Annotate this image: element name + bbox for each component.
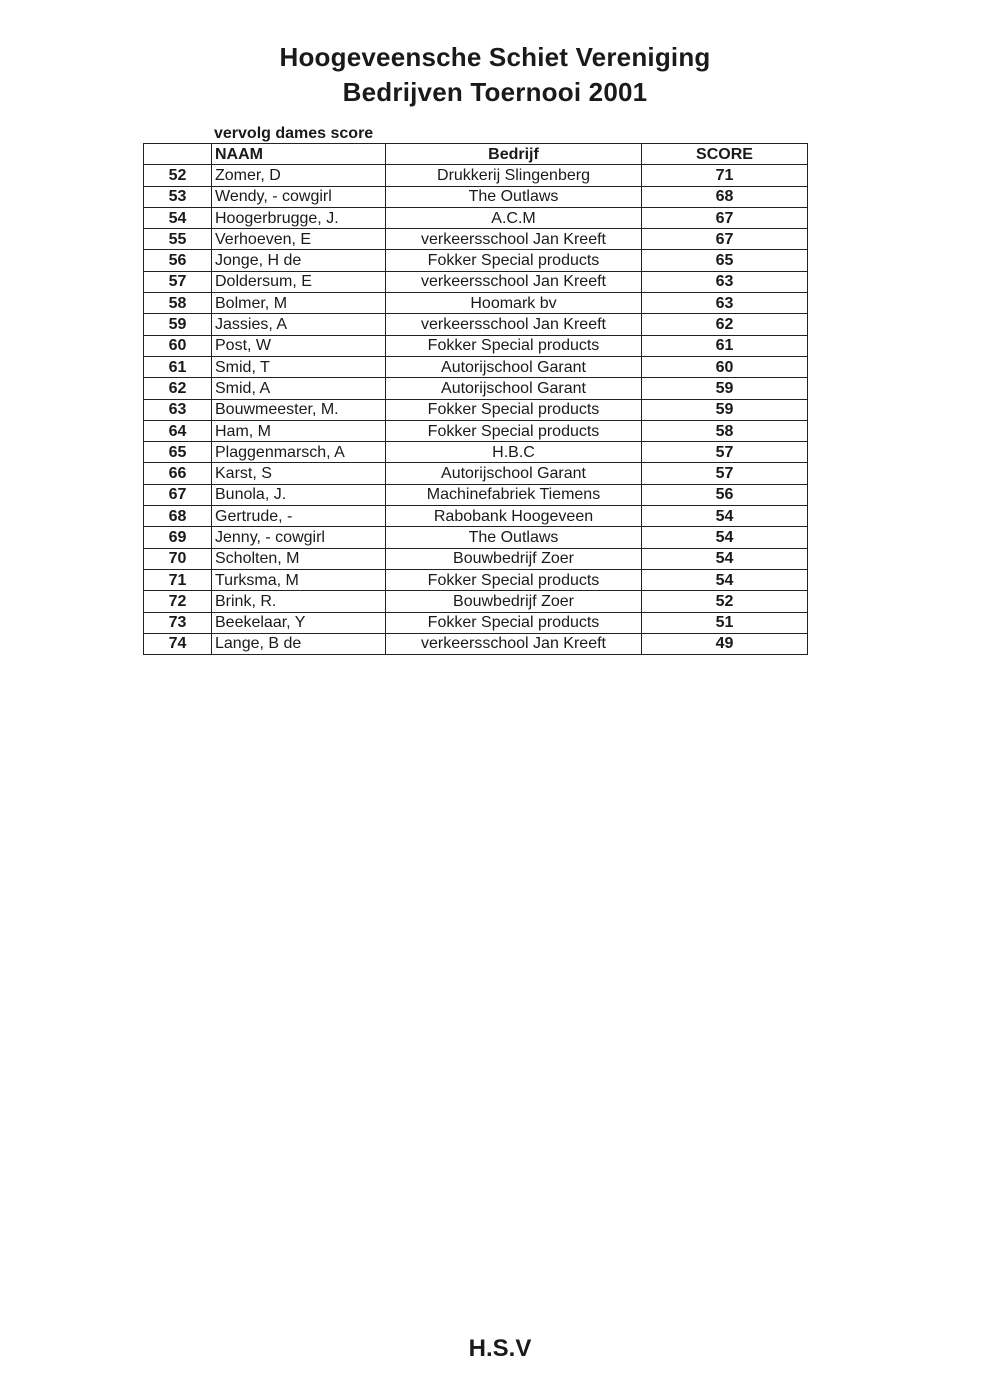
rank-cell: 74	[144, 633, 212, 654]
name-cell: Jonge, H de	[212, 250, 386, 271]
name-cell: Zomer, D	[212, 165, 386, 186]
rank-cell: 63	[144, 399, 212, 420]
company-cell: verkeersschool Jan Kreeft	[386, 271, 642, 292]
score-cell: 60	[642, 356, 808, 377]
table-row	[144, 207, 808, 228]
table-row	[144, 420, 808, 441]
rank-cell: 70	[144, 548, 212, 569]
score-cell: 54	[642, 569, 808, 590]
footer-club-abbreviation: H.S.V	[468, 1335, 532, 1362]
company-cell: Autorijschool Garant	[386, 463, 642, 484]
company-cell: H.B.C	[386, 442, 642, 463]
table-body	[144, 165, 808, 655]
rank-cell: 65	[144, 442, 212, 463]
company-cell: Fokker Special products	[386, 612, 642, 633]
header-score: SCORE	[642, 144, 808, 165]
company-cell: Fokker Special products	[386, 399, 642, 420]
header-name: NAAM	[212, 144, 386, 165]
table-row	[144, 612, 808, 633]
company-cell: Machinefabriek Tiemens	[386, 484, 642, 505]
name-cell: Smid, T	[212, 356, 386, 377]
table-row	[144, 250, 808, 271]
name-cell: Jassies, A	[212, 314, 386, 335]
rank-cell: 57	[144, 271, 212, 292]
table-row	[144, 463, 808, 484]
name-cell: Wendy, - cowgirl	[212, 186, 386, 207]
score-cell: 54	[642, 506, 808, 527]
rank-cell: 62	[144, 378, 212, 399]
score-cell: 52	[642, 591, 808, 612]
name-cell: Bouwmeester, M.	[212, 399, 386, 420]
score-cell: 67	[642, 229, 808, 250]
name-cell: Turksma, M	[212, 569, 386, 590]
name-cell: Smid, A	[212, 378, 386, 399]
score-cell: 62	[642, 314, 808, 335]
rank-cell: 66	[144, 463, 212, 484]
rank-cell: 60	[144, 335, 212, 356]
table-row	[144, 335, 808, 356]
score-cell: 58	[642, 420, 808, 441]
rank-cell: 54	[144, 207, 212, 228]
score-cell: 67	[642, 207, 808, 228]
name-cell: Bunola, J.	[212, 484, 386, 505]
company-cell: Rabobank Hoogeveen	[386, 506, 642, 527]
score-cell: 57	[642, 463, 808, 484]
score-cell: 49	[642, 633, 808, 654]
score-table	[143, 143, 808, 655]
score-cell: 59	[642, 378, 808, 399]
score-cell: 54	[642, 527, 808, 548]
table-row	[144, 271, 808, 292]
score-cell: 54	[642, 548, 808, 569]
rank-cell: 71	[144, 569, 212, 590]
company-cell: Bouwbedrijf Zoer	[386, 591, 642, 612]
document-subtitle-year: Bedrijven Toernooi 2001	[342, 77, 648, 107]
company-cell: verkeersschool Jan Kreeft	[386, 633, 642, 654]
name-cell: Bolmer, M	[212, 293, 386, 314]
document-title: Hoogeveensche Schiet Vereniging	[279, 42, 711, 72]
rank-cell: 52	[144, 165, 212, 186]
rank-cell: 53	[144, 186, 212, 207]
name-cell: Ham, M	[212, 420, 386, 441]
score-cell: 68	[642, 186, 808, 207]
score-cell: 63	[642, 293, 808, 314]
rank-cell: 55	[144, 229, 212, 250]
company-cell: Autorijschool Garant	[386, 356, 642, 377]
name-cell: Plaggenmarsch, A	[212, 442, 386, 463]
name-cell: Lange, B de	[212, 633, 386, 654]
name-cell: Karst, S	[212, 463, 386, 484]
name-cell: Beekelaar, Y	[212, 612, 386, 633]
name-cell: Jenny, - cowgirl	[212, 527, 386, 548]
score-cell: 56	[642, 484, 808, 505]
score-cell: 57	[642, 442, 808, 463]
table-header-row	[144, 144, 808, 165]
company-cell: A.C.M	[386, 207, 642, 228]
rank-cell: 68	[144, 506, 212, 527]
table-row	[144, 633, 808, 654]
score-cell: 61	[642, 335, 808, 356]
table-row	[144, 356, 808, 377]
name-cell: Brink, R.	[212, 591, 386, 612]
rank-cell: 56	[144, 250, 212, 271]
table-row	[144, 442, 808, 463]
score-cell: 71	[642, 165, 808, 186]
company-cell: Bouwbedrijf Zoer	[386, 548, 642, 569]
company-cell: Fokker Special products	[386, 335, 642, 356]
table-row	[144, 314, 808, 335]
score-cell: 65	[642, 250, 808, 271]
header-rank	[144, 144, 212, 165]
name-cell: Scholten, M	[212, 548, 386, 569]
table-row	[144, 378, 808, 399]
rank-cell: 58	[144, 293, 212, 314]
table-row	[144, 165, 808, 186]
company-cell: Autorijschool Garant	[386, 378, 642, 399]
rank-cell: 72	[144, 591, 212, 612]
name-cell: Post, W	[212, 335, 386, 356]
rank-cell: 67	[144, 484, 212, 505]
score-cell: 63	[642, 271, 808, 292]
table-row	[144, 399, 808, 420]
table-row	[144, 527, 808, 548]
company-cell: The Outlaws	[386, 186, 642, 207]
rank-cell: 59	[144, 314, 212, 335]
table-row	[144, 548, 808, 569]
score-cell: 59	[642, 399, 808, 420]
company-cell: The Outlaws	[386, 527, 642, 548]
header-company: Bedrijf	[386, 144, 642, 165]
table-row	[144, 484, 808, 505]
name-cell: Verhoeven, E	[212, 229, 386, 250]
table-row	[144, 591, 808, 612]
company-cell: Drukkerij Slingenberg	[386, 165, 642, 186]
company-cell: verkeersschool Jan Kreeft	[386, 229, 642, 250]
company-cell: Fokker Special products	[386, 569, 642, 590]
table-row	[144, 293, 808, 314]
name-cell: Doldersum, E	[212, 271, 386, 292]
table-row	[144, 569, 808, 590]
rank-cell: 73	[144, 612, 212, 633]
score-cell: 51	[642, 612, 808, 633]
rank-cell: 64	[144, 420, 212, 441]
name-cell: Hoogerbrugge, J.	[212, 207, 386, 228]
company-cell: verkeersschool Jan Kreeft	[386, 314, 642, 335]
table-row	[144, 229, 808, 250]
company-cell: Hoomark bv	[386, 293, 642, 314]
rank-cell: 69	[144, 527, 212, 548]
rank-cell: 61	[144, 356, 212, 377]
company-cell: Fokker Special products	[386, 420, 642, 441]
name-cell: Gertrude, -	[212, 506, 386, 527]
table-caption: vervolg dames score	[214, 125, 374, 142]
table-row	[144, 186, 808, 207]
table-row	[144, 506, 808, 527]
company-cell: Fokker Special products	[386, 250, 642, 271]
